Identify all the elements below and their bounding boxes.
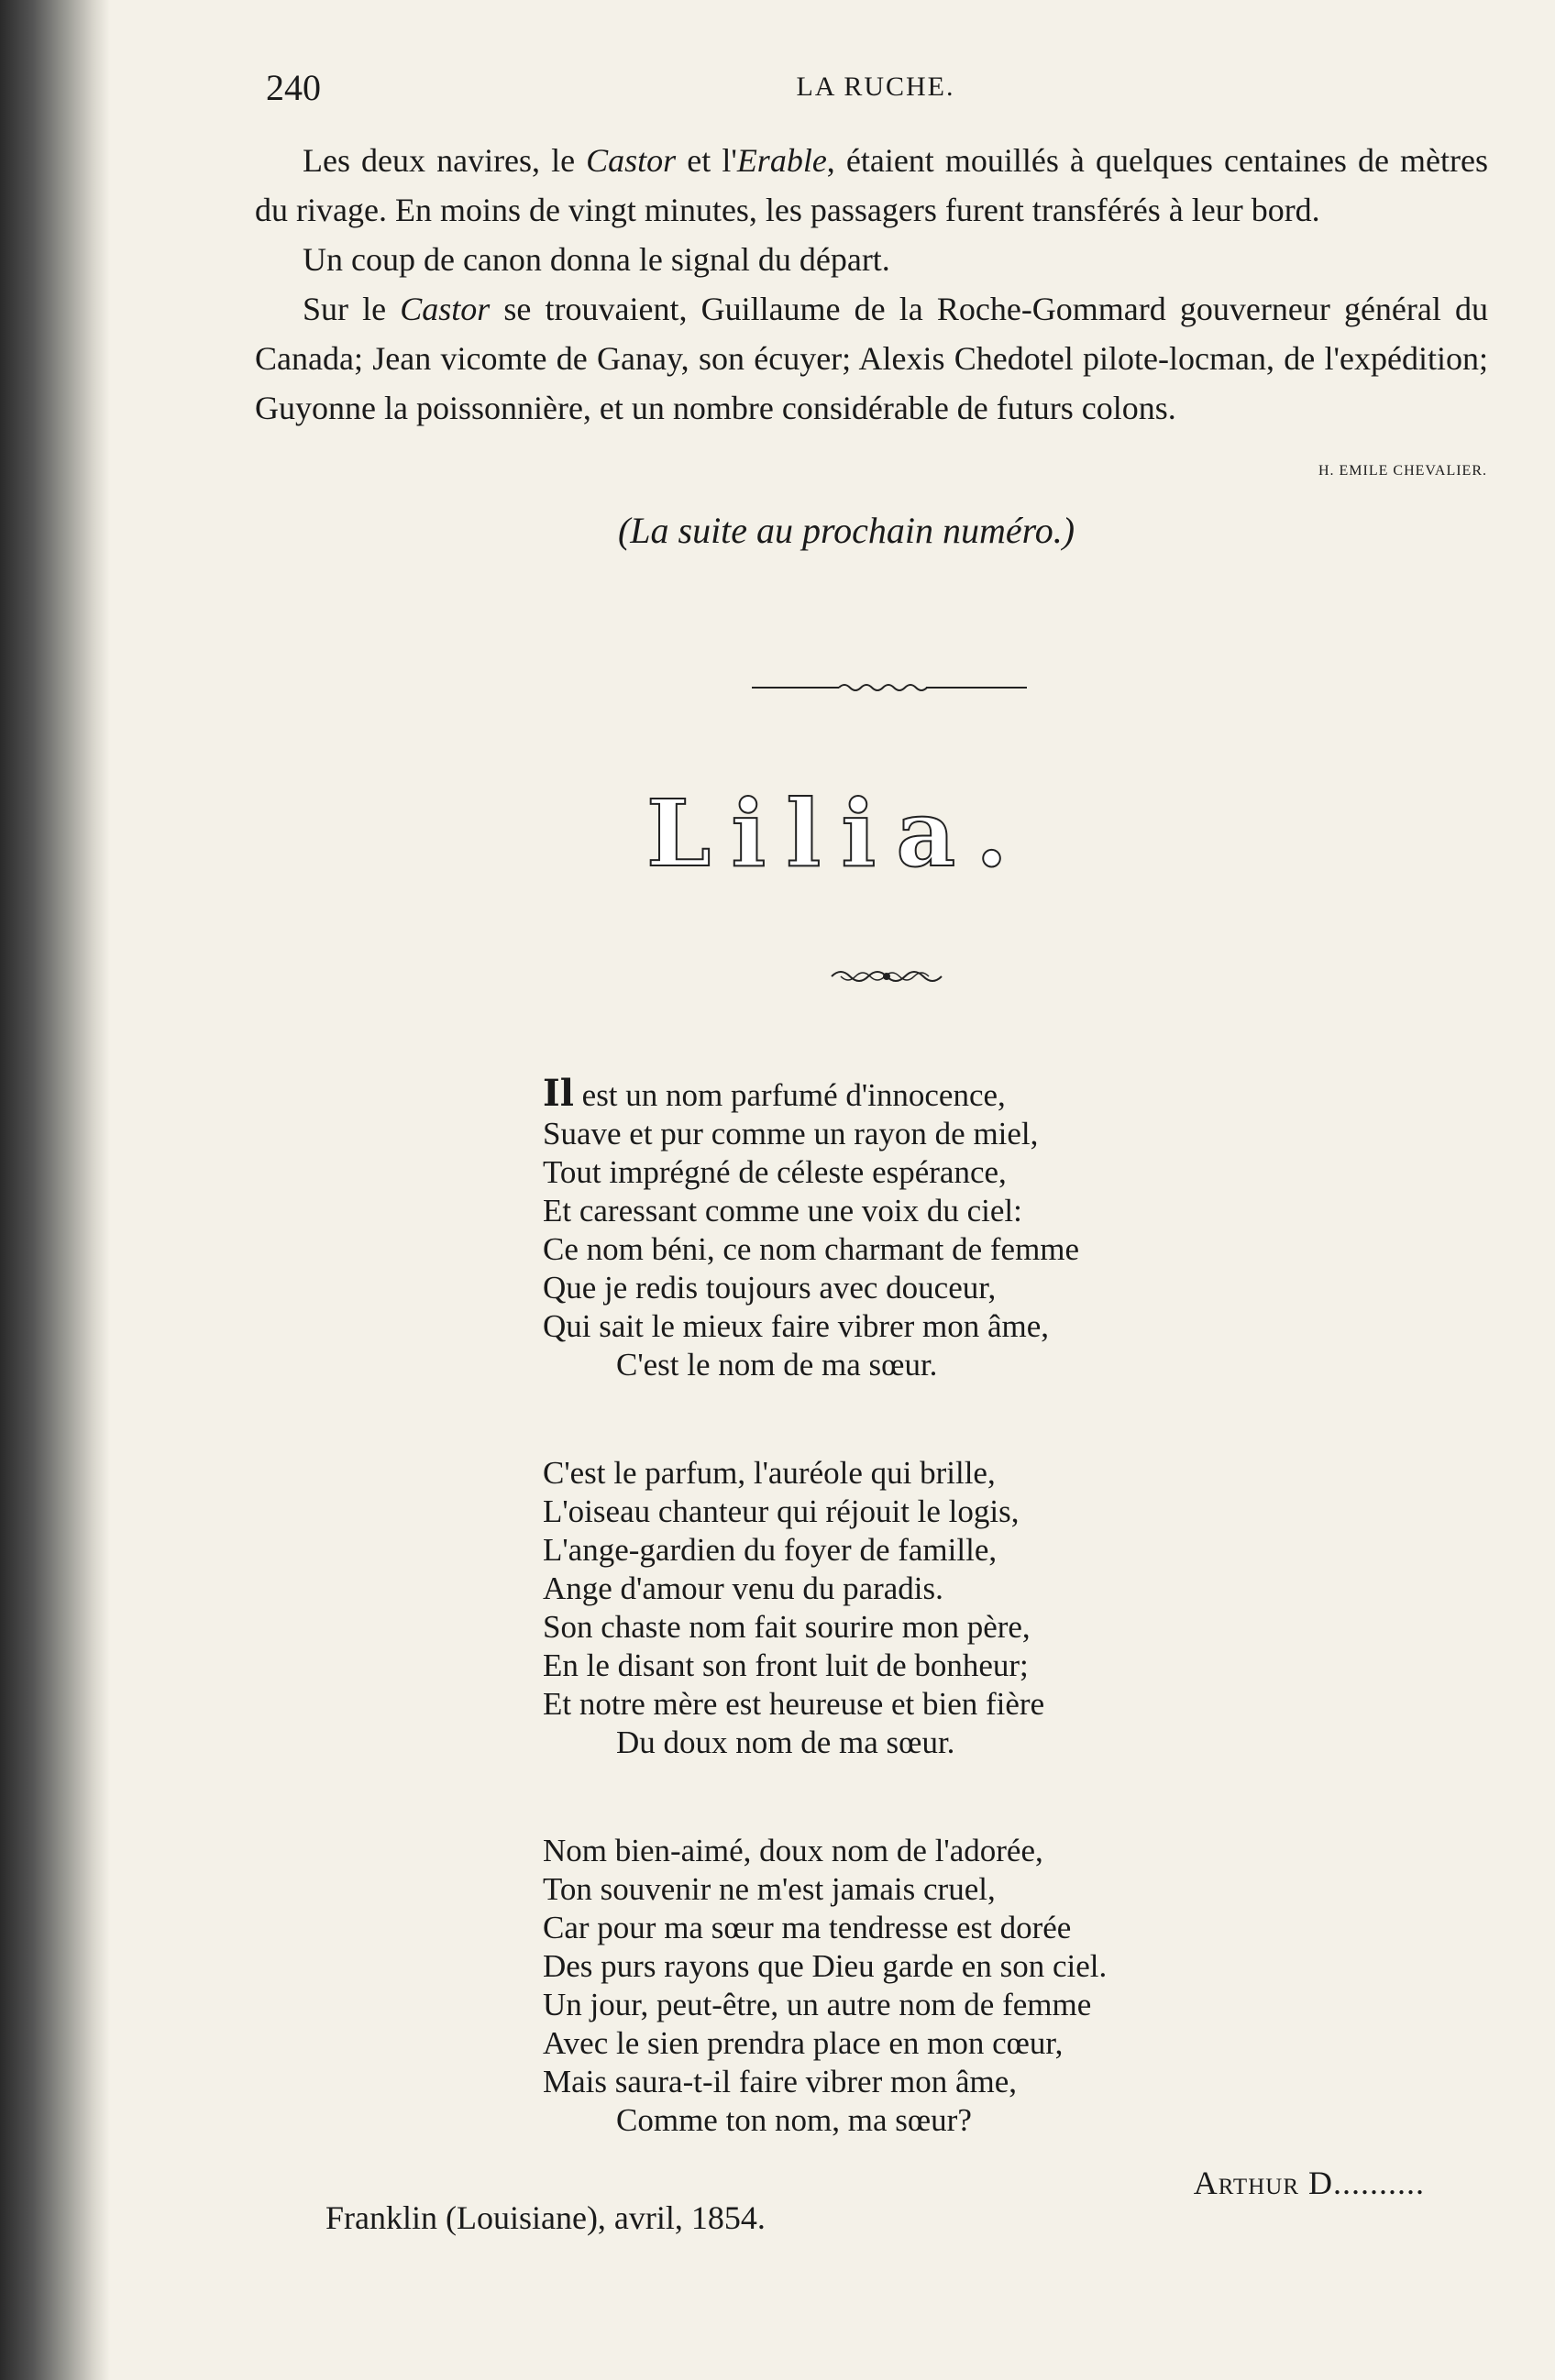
poem-title: Lilia. <box>646 779 1028 887</box>
drop-cap: Il <box>543 1072 574 1115</box>
poem-line: Et notre mère est heureuse et bien fière <box>543 1686 1045 1722</box>
continued-note: (La suite au prochain numéro.) <box>617 510 1075 551</box>
ship-name-castor: Castor <box>586 142 677 179</box>
poem-line: C'est le parfum, l'auréole qui brille, <box>543 1455 996 1491</box>
poem-refrain: Du doux nom de ma sœur. <box>616 1724 955 1760</box>
poem-line: L'oiseau chanteur qui réjouit le logis, <box>543 1493 1020 1529</box>
ship-name-erable: Erable <box>736 142 827 179</box>
paragraph-passengers: Sur le Castor se trouvaient, Guillaume de la Roche-Gommard gouverneur général du Canada; Jean vicomte de Ganay, son écuyer; Alexis Chedotel pilote-locman, de l'expédition; Guyonne la poissonnière, et un nombre considérable de futurs colons. <box>255 291 1488 426</box>
poem-line: L'ange-gardien du foyer de famille, <box>543 1532 998 1568</box>
prose-signature: H. EMILE CHEVALIER. <box>1318 463 1487 479</box>
poem-author: Arthur D.......... <box>1193 2165 1425 2201</box>
paragraph-ships: Les deux navires, le Castor et l'Erable, étaient mouillés à quelques centaines de mètres du rivage. En moins de vingt minutes, les passagers furent transférés à leur bord. <box>255 142 1489 228</box>
poem-line: Ange d'amour venu du paradis. <box>543 1570 943 1606</box>
stanza-2 <box>543 1454 1107 1762</box>
poem-line: Ce nom béni, ce nom charmant de femme <box>543 1231 1080 1267</box>
running-head: LA RUCHE. <box>796 72 955 102</box>
poem-body <box>543 1074 1107 2209</box>
page-number: 240 <box>266 67 321 108</box>
stanza-3 <box>543 1832 1107 2140</box>
stanza-1 <box>543 1074 1107 1384</box>
poem-line: Nom bien-aimé, doux nom de l'adorée, <box>543 1833 1043 1868</box>
poem-line: Tout imprégné de céleste espérance, <box>543 1154 1007 1190</box>
poem-line: Ton souvenir ne m'est jamais cruel, <box>543 1871 996 1907</box>
poem-line: Car pour ma sœur ma tendresse est dorée <box>543 1910 1072 1945</box>
paragraph-departure: Un coup de canon donna le signal du départ. <box>303 241 890 278</box>
poem-line: Qui sait le mieux faire vibrer mon âme, <box>543 1308 1050 1344</box>
poem-line: Que je redis toujours avec douceur, <box>543 1270 997 1306</box>
poem-refrain: C'est le nom de ma sœur. <box>616 1347 938 1383</box>
poem-refrain: Comme ton nom, ma sœur? <box>616 2102 972 2138</box>
poem-line: Mais saura-t-il faire vibrer mon âme, <box>543 2064 1018 2099</box>
ornament-divider-rule <box>752 678 1027 697</box>
poem-line: Son chaste nom fait sourire mon père, <box>543 1609 1031 1645</box>
poem-line: Suave et pur comme un rayon de miel, <box>543 1116 1039 1151</box>
poem-line: Un jour, peut-être, un autre nom de femme <box>543 1987 1092 2022</box>
poem-line: Des purs rayons que Dieu garde en son ciel. <box>543 1948 1108 1984</box>
poem-line: En le disant son front luit de bonheur; <box>543 1647 1029 1683</box>
ship-name-castor-2: Castor <box>400 291 491 327</box>
poem-place-date: Franklin (Louisiane), avril, 1854. <box>325 2199 766 2236</box>
ornament-flourish <box>830 964 944 988</box>
prose-section <box>255 136 1488 433</box>
poem-line: Et caressant comme une voix du ciel: <box>543 1193 1022 1229</box>
poem-line: Avec le sien prendra place en mon cœur, <box>543 2025 1064 2061</box>
poem-line: Il est un nom parfumé d'innocence, <box>543 1072 1006 1115</box>
page-header <box>266 66 1485 112</box>
